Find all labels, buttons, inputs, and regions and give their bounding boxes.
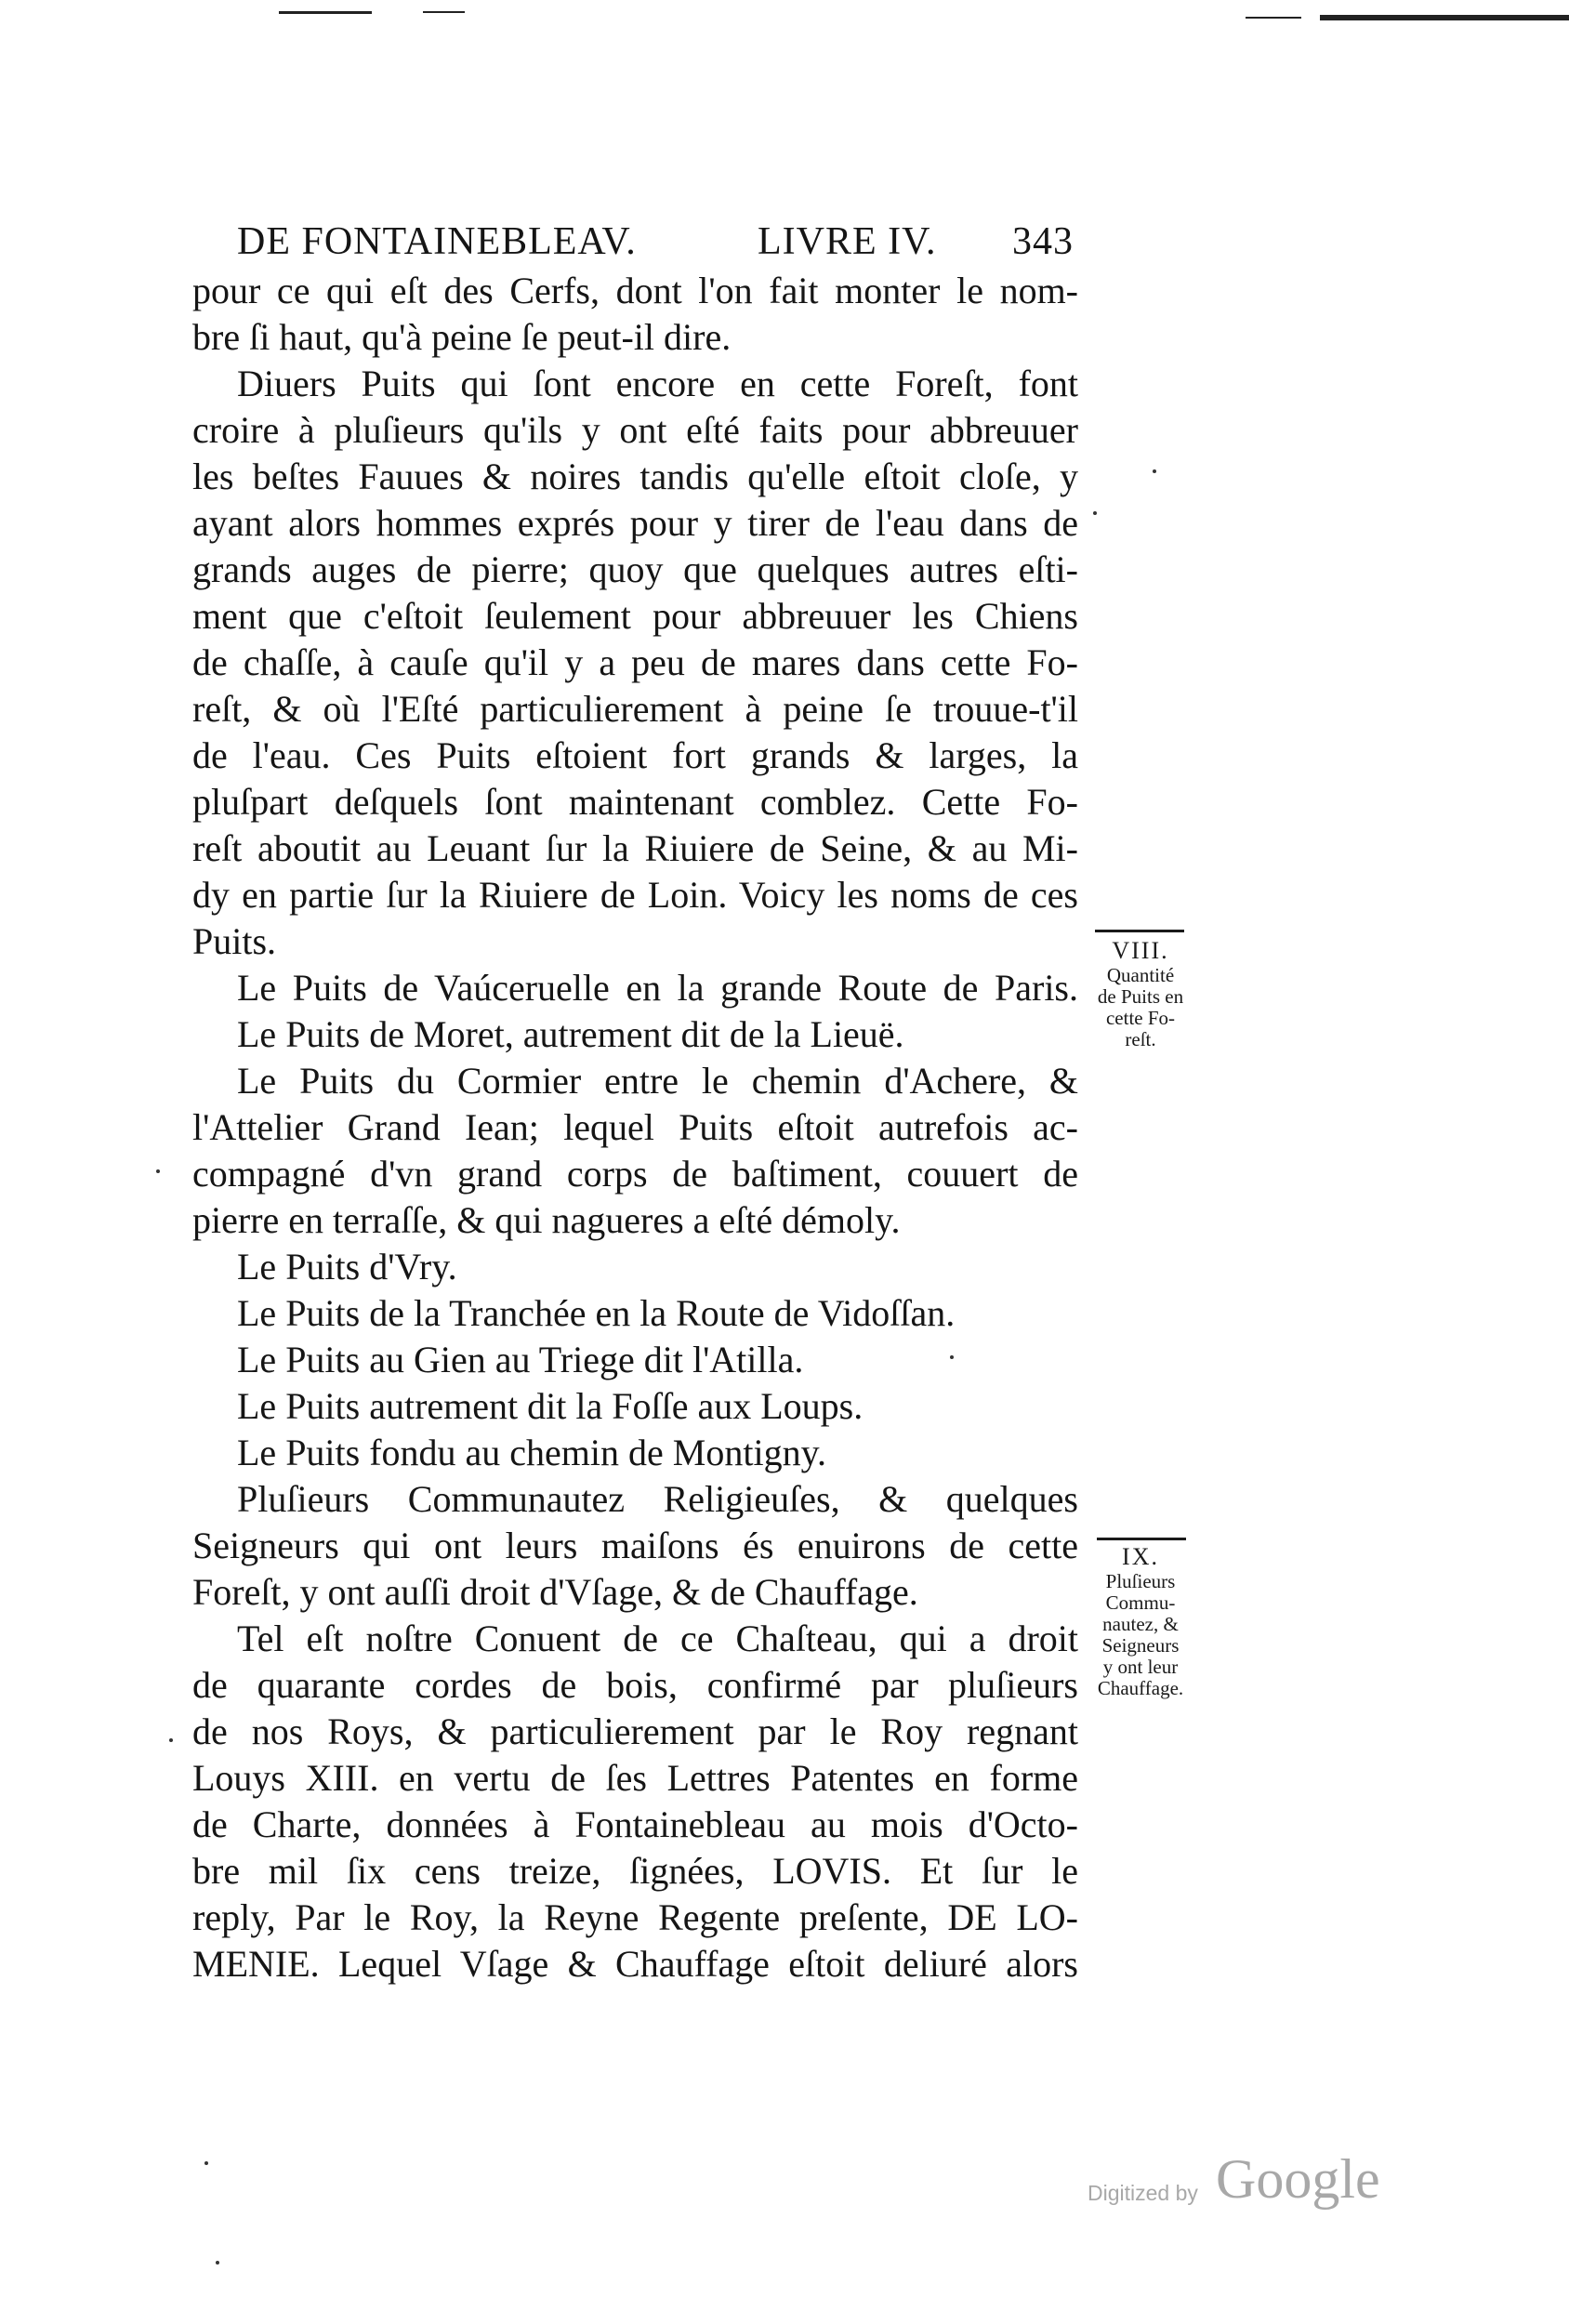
body-line: croire à pluſieurs qu'ils y ont eſté faits pour abbreuuer <box>192 409 1078 451</box>
digitized-watermark <box>1088 2147 1441 2222</box>
margin-note-line: Pluſieurs <box>1105 1570 1176 1592</box>
body-line: pour ce qui eſt des Cerfs, dont l'on fait monter le nom- <box>192 270 1078 311</box>
body-line: Puits. <box>192 920 277 962</box>
scan-edge-mark <box>1320 15 1569 20</box>
margin-note-line: Seigneurs <box>1101 1634 1180 1657</box>
margin-note-viii <box>1086 937 1195 1050</box>
body-line: Le Puits du Cormier entre le chemin d'Achere, & <box>237 1060 1078 1102</box>
scan-speck <box>1093 511 1097 515</box>
body-line: l'Attelier Grand Iean; lequel Puits eſtoit autrefois ac- <box>192 1106 1078 1148</box>
body-line: ayant alors hommes exprés pour y tirer de l'eau dans de <box>192 502 1078 544</box>
body-line: de quarante cordes de bois, confirmé par pluſieurs <box>192 1664 1078 1706</box>
body-line: Louys XIII. en vertu de ſes Lettres Patentes en forme <box>192 1757 1078 1799</box>
scan-edge-mark <box>423 11 465 13</box>
scan-speck <box>169 1738 173 1742</box>
body-line: de nos Roys, & particulierement par le Roy regnant <box>192 1710 1078 1752</box>
body-line: Le Puits de la Tranchée en la Route de Vidoſſan. <box>237 1292 956 1334</box>
running-head-title: DE FONTAINEBLEAV. <box>237 220 637 263</box>
page-number: 343 <box>1012 220 1074 263</box>
body-line: reply, Par le Roy, la Reyne Regente preſente, DE LO- <box>192 1896 1078 1938</box>
scan-edge-mark <box>279 11 372 14</box>
body-line: Le Puits au Gien au Triege dit l'Atilla. <box>237 1339 804 1380</box>
body-line: grands auges de pierre; quoy que quelques autres eſti- <box>192 548 1078 590</box>
body-line: de chaſſe, à cauſe qu'il y a peu de mares dans cette Fo- <box>192 641 1078 683</box>
margin-note-line: reſt. <box>1125 1028 1156 1050</box>
body-line: pluſpart deſquels ſont maintenant comblez. Cette Fo- <box>192 781 1078 823</box>
body-line: Le Puits fondu au chemin de Montigny. <box>237 1432 826 1473</box>
margin-note-line: y ont leur <box>1102 1656 1179 1678</box>
margin-note-line: Quantité <box>1106 964 1175 986</box>
watermark-prefix: Digitized by <box>1088 2181 1198 2205</box>
body-line: Pluſieurs Communautez Religieuſes, & quelques <box>237 1478 1078 1520</box>
body-line: compagné d'vn grand corps de baſtiment, couuert de <box>192 1153 1078 1195</box>
body-line: Le Puits de Vaúceruelle en la grande Route de Paris. <box>237 967 1078 1009</box>
body-line: dy en partie ſur la Riuiere de Loin. Voicy les noms de ces <box>192 874 1078 916</box>
body-line: ment que c'eſtoit ſeulement pour abbreuuer les Chiens <box>192 595 1078 637</box>
body-line: bre mil ſix cens treize, ſignées, LOVIS. Et ſur le <box>192 1850 1078 1892</box>
margin-note-ix <box>1084 1543 1197 1699</box>
scan-speck <box>204 2161 208 2165</box>
body-line: MENIE. Lequel Vſage & Chauffage eſtoit deliuré alors <box>192 1943 1078 1985</box>
body-line: Foreſt, y ont auſſi droit d'Vſage, & de Chauffage. <box>192 1571 918 1613</box>
body-line: Diuers Puits qui ſont encore en cette Foreſt, font <box>237 363 1078 404</box>
body-line: Tel eſt noſtre Conuent de ce Chaſteau, qui a droit <box>237 1618 1078 1659</box>
margin-note-line: Chauffage. <box>1097 1677 1184 1699</box>
body-line: bre ſi haut, qu'à peine ſe peut-il dire. <box>192 316 732 358</box>
body-line: Le Puits autrement dit la Foſſe aux Loups. <box>237 1385 864 1427</box>
body-line: Le Puits de Moret, autrement dit de la Lieuë. <box>237 1013 904 1055</box>
scan-edge-mark <box>1246 17 1301 19</box>
margin-note-number: VIII. <box>1112 937 1169 964</box>
margin-note-rule <box>1095 930 1184 932</box>
margin-note-number: IX. <box>1122 1543 1159 1570</box>
body-line: pierre en terraſſe, & qui nagueres a eſté démoly. <box>192 1199 901 1241</box>
body-line: Le Puits d'Vry. <box>237 1246 457 1287</box>
margin-note-line: cette Fo- <box>1105 1007 1176 1029</box>
body-line: de l'eau. Ces Puits eſtoient fort grands & larges, la <box>192 734 1078 776</box>
margin-note-line: de Puits en <box>1097 985 1184 1008</box>
running-head <box>237 216 1074 268</box>
body-line: Seigneurs qui ont leurs maiſons és enuirons de cette <box>192 1525 1078 1566</box>
scan-speck <box>156 1169 160 1173</box>
scan-speck <box>216 2261 219 2265</box>
body-line: de Charte, données à Fontainebleau au mois d'Octo- <box>192 1803 1078 1845</box>
running-head-book: LIVRE IV. <box>758 220 937 263</box>
margin-note-line: Commu- <box>1105 1591 1176 1614</box>
body-line: reſt aboutit au Leuant ſur la Riuiere de Seine, & au Mi- <box>192 827 1078 869</box>
scan-speck <box>950 1355 954 1359</box>
margin-note-line: nautez, & <box>1102 1613 1179 1635</box>
margin-note-rule <box>1097 1538 1186 1540</box>
scan-speck <box>1153 469 1156 473</box>
google-logo-text: Google <box>1216 2148 1380 2210</box>
body-line: les beſtes Fauues & noires tandis qu'elle eſtoit cloſe, y <box>192 456 1078 497</box>
body-line: reſt, & où l'Eſté particulierement à peine ſe trouue-t'il <box>192 688 1078 730</box>
